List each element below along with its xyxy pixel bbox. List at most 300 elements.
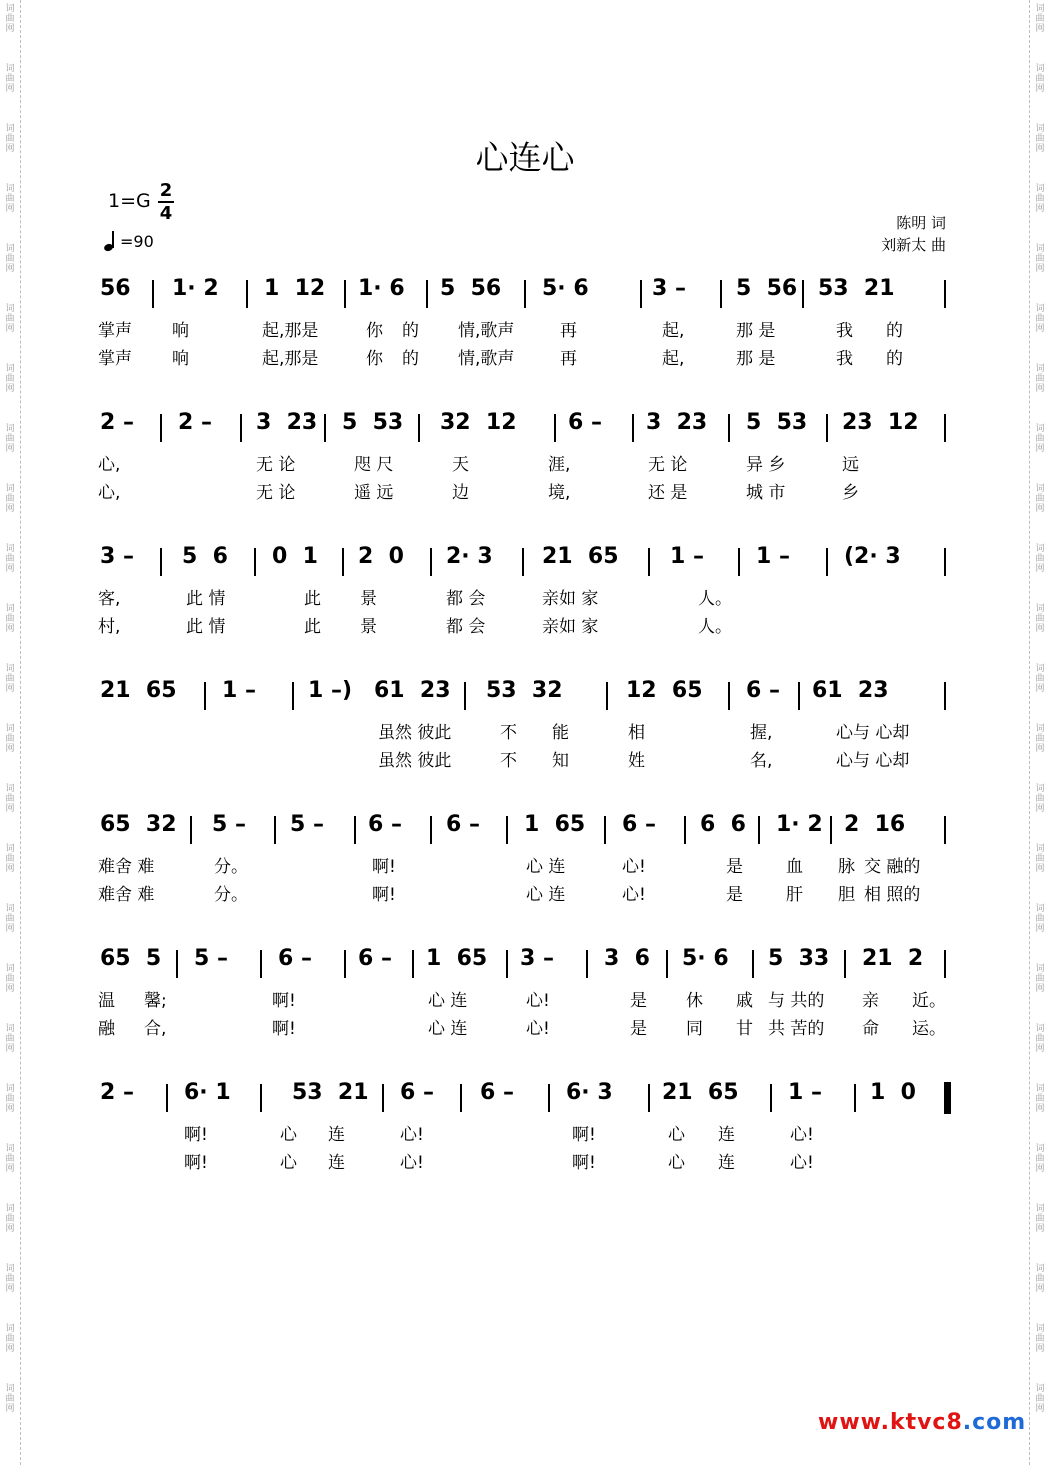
barline [826, 414, 828, 442]
barline [506, 950, 508, 978]
lyric-word: 心与 心却 [836, 723, 910, 743]
watermark-text: 词 曲 网 [1035, 364, 1045, 394]
lyric-word: 景 [360, 589, 377, 609]
lyric-word: 心 [668, 1125, 685, 1145]
watermark-text: 词 曲 网 [5, 184, 15, 214]
watermark-text: 词 曲 网 [5, 1144, 15, 1174]
lyric-word: 心! [400, 1125, 424, 1145]
barline [640, 280, 642, 308]
lyric-word: 啊! [572, 1125, 596, 1145]
barline [430, 548, 432, 576]
barline [274, 816, 276, 844]
measure-notes: 1 – [756, 544, 790, 569]
lyric-word: 还 是 [648, 483, 688, 503]
measure-notes: 1 –) [308, 678, 353, 703]
barline [254, 548, 256, 576]
measure-notes: 5 – [212, 812, 246, 837]
watermark-text: 词 曲 网 [1035, 664, 1045, 694]
site-logo-www: www. [818, 1410, 890, 1435]
lyrics-verse-2 [96, 1148, 956, 1176]
watermark-text: 词 曲 网 [1035, 1384, 1045, 1414]
barline [944, 548, 946, 576]
lyric-word: 啊! [184, 1153, 208, 1173]
watermark-text: 词 曲 网 [1035, 244, 1045, 274]
site-logo-name: ktvc8 [889, 1410, 963, 1435]
lyric-word: 无 论 [256, 483, 296, 503]
watermark-text: 词 曲 网 [1035, 424, 1045, 454]
lyric-word: 边 [452, 483, 469, 503]
score-system [96, 946, 956, 1042]
lyric-word: 异 乡 [746, 455, 786, 475]
measure-notes: 1 12 [264, 276, 326, 301]
measure-notes: 2 – [100, 410, 134, 435]
barline [632, 414, 634, 442]
lyric-word: 合, [144, 1019, 167, 1039]
lyrics-verse-1 [96, 852, 956, 880]
lyric-word: 肝 [786, 885, 803, 905]
lyric-word: 起, [662, 321, 685, 341]
lyric-word: 啊! [272, 1019, 296, 1039]
lyric-word: 相 [628, 723, 645, 743]
lyrics-verse-2 [96, 1014, 956, 1042]
barline [506, 816, 508, 844]
lyric-word: 啊! [184, 1125, 208, 1145]
measure-notes: 53 32 [486, 678, 563, 703]
measure-notes: 1 – [670, 544, 704, 569]
lyric-word: 握, [750, 723, 773, 743]
measure-notes: 6· 1 [184, 1080, 231, 1105]
lyric-word: 姓 [628, 751, 645, 771]
key-signature: 1=G [108, 190, 151, 212]
watermark-text: 词 曲 网 [1035, 64, 1045, 94]
lyric-word: 心 [668, 1153, 685, 1173]
barline [944, 280, 946, 308]
measure-notes: 2 – [100, 1080, 134, 1105]
watermark-text: 词 曲 网 [5, 604, 15, 634]
lyric-word: 啊! [272, 991, 296, 1011]
barline [344, 280, 346, 308]
score-system [96, 1080, 956, 1176]
watermark-text: 词 曲 网 [1035, 844, 1045, 874]
lyric-word: 分。 [214, 885, 248, 905]
lyric-word: 命 [862, 1019, 879, 1039]
lyric-word: 不 [500, 723, 517, 743]
lyric-word: 无 论 [648, 455, 688, 475]
notes-line [96, 812, 956, 852]
left-watermark-strip [0, 0, 21, 1465]
lyric-word: 相 照的 [864, 885, 921, 905]
lyric-word: 都 会 [446, 617, 486, 637]
lyricist-credit: 陈明 词 [896, 214, 946, 232]
barline [342, 548, 344, 576]
barline [728, 682, 730, 710]
lyric-word: 响 [172, 349, 189, 369]
watermark-text: 词 曲 网 [1035, 604, 1045, 634]
watermark-text: 词 曲 网 [1035, 1204, 1045, 1234]
barline [604, 816, 606, 844]
watermark-text: 词 曲 网 [1035, 4, 1045, 34]
watermark-text: 词 曲 网 [5, 1204, 15, 1234]
watermark-text: 词 曲 网 [1035, 124, 1045, 154]
measure-notes: 6 – [446, 812, 480, 837]
measure-notes: 23 12 [842, 410, 919, 435]
measure-notes: 1· 2 [172, 276, 219, 301]
lyric-word: 啊! [372, 857, 396, 877]
measure-notes: 6 – [358, 946, 392, 971]
time-signature-top: 2 [159, 180, 173, 201]
measure-notes: 5 53 [746, 410, 808, 435]
measure-notes: 3 – [100, 544, 134, 569]
lyric-word: 此 情 [186, 617, 226, 637]
measure-notes: 6 – [278, 946, 312, 971]
watermark-text: 词 曲 网 [1035, 184, 1045, 214]
barline [190, 816, 192, 844]
lyric-word: 远 [842, 455, 859, 475]
lyrics-verse-1 [96, 584, 956, 612]
measure-notes: 21 65 [662, 1080, 739, 1105]
watermark-text: 词 曲 网 [1035, 904, 1045, 934]
watermark-text: 词 曲 网 [5, 1264, 15, 1294]
barline [648, 548, 650, 576]
watermark-text: 词 曲 网 [5, 424, 15, 454]
barline [260, 1084, 262, 1112]
barline [354, 816, 356, 844]
barline [944, 682, 946, 710]
lyric-word: 心! [790, 1125, 814, 1145]
barline [166, 1084, 168, 1112]
barline [770, 1084, 772, 1112]
lyric-word: 的 [402, 321, 419, 341]
lyric-word: 响 [172, 321, 189, 341]
barline [412, 950, 414, 978]
lyric-word: 涯, [548, 455, 571, 475]
score-system [96, 812, 956, 908]
measure-notes: 0 1 [272, 544, 318, 569]
right-watermark-strip [1029, 0, 1050, 1465]
barline [522, 548, 524, 576]
watermark-text: 词 曲 网 [1035, 1024, 1045, 1054]
lyric-word: 能 [552, 723, 569, 743]
lyric-word: 心与 心却 [836, 751, 910, 771]
barline [826, 548, 828, 576]
measure-notes: 61 23 [374, 678, 451, 703]
lyric-word: 心! [622, 885, 646, 905]
barline [606, 682, 608, 710]
lyric-word: 天 [452, 455, 469, 475]
lyric-word: 情,歌声 [458, 349, 515, 369]
lyric-word: 连 [328, 1153, 345, 1173]
score-system [96, 678, 956, 774]
lyric-word: 是 [726, 857, 743, 877]
lyrics-verse-1 [96, 1120, 956, 1148]
barline [260, 950, 262, 978]
measure-notes: 1· 6 [358, 276, 405, 301]
watermark-text: 词 曲 网 [5, 544, 15, 574]
lyric-word: 亲 [862, 991, 879, 1011]
watermark-text: 词 曲 网 [1035, 1084, 1045, 1114]
lyric-word: 虽然 彼此 [378, 751, 452, 771]
lyric-word: 亲如 家 [542, 617, 599, 637]
composer-credit: 刘新太 曲 [881, 236, 946, 254]
site-logo [818, 1410, 1026, 1435]
lyrics-verse-1 [96, 986, 956, 1014]
lyric-word: 脉 [838, 857, 855, 877]
measure-notes: 5 53 [342, 410, 404, 435]
lyric-word: 虽然 彼此 [378, 723, 452, 743]
watermark-text: 词 曲 网 [1035, 304, 1045, 334]
barline [802, 280, 804, 308]
lyric-word: 难舍 难 [98, 885, 155, 905]
watermark-text: 词 曲 网 [1035, 784, 1045, 814]
barline [758, 816, 760, 844]
lyric-word: 亲如 家 [542, 589, 599, 609]
lyric-word: 心 [280, 1153, 297, 1173]
lyric-word: 同 [686, 1019, 703, 1039]
song-title: 心连心 [475, 138, 575, 177]
lyrics-verse-2 [96, 612, 956, 640]
measure-notes: 6 – [480, 1080, 514, 1105]
lyric-word: 连 [328, 1125, 345, 1145]
barline [246, 280, 248, 308]
measure-notes: 6 – [746, 678, 780, 703]
watermark-text: 词 曲 网 [5, 1324, 15, 1354]
watermark-text: 词 曲 网 [5, 964, 15, 994]
measure-notes: 5· 6 [542, 276, 589, 301]
lyric-word: 馨; [144, 991, 167, 1011]
barline [524, 280, 526, 308]
measure-notes: 6 – [568, 410, 602, 435]
measure-notes: 1 65 [426, 946, 488, 971]
lyric-word: 我 [836, 321, 853, 341]
lyrics-verse-2 [96, 344, 956, 372]
notes-line [96, 1080, 956, 1120]
measure-notes: 61 23 [812, 678, 889, 703]
measure-notes: 6 – [368, 812, 402, 837]
quarter-note-icon [104, 231, 116, 251]
barline [684, 816, 686, 844]
barline [426, 280, 428, 308]
watermark-text: 词 曲 网 [1035, 484, 1045, 514]
lyric-word: 客, [98, 589, 121, 609]
lyric-word: 此 [304, 589, 321, 609]
lyric-word: 遥 远 [354, 483, 394, 503]
measure-notes: (2· 3 [844, 544, 901, 569]
lyrics-verse-1 [96, 316, 956, 344]
watermark-text: 词 曲 网 [5, 844, 15, 874]
measure-notes: 1 65 [524, 812, 586, 837]
lyrics-verse-2 [96, 746, 956, 774]
lyric-word: 我 [836, 349, 853, 369]
measure-notes: 6· 3 [566, 1080, 613, 1105]
watermark-text: 词 曲 网 [5, 4, 15, 34]
measure-notes: 3 – [652, 276, 686, 301]
score-system [96, 544, 956, 640]
measure-notes: 6 – [622, 812, 656, 837]
watermark-text: 词 曲 网 [1035, 724, 1045, 754]
lyric-word: 再 [560, 321, 577, 341]
barline [292, 682, 294, 710]
measure-notes: 5· 6 [682, 946, 729, 971]
lyric-word: 咫 尺 [354, 455, 394, 475]
watermark-text: 词 曲 网 [5, 904, 15, 934]
notes-line [96, 678, 956, 718]
barline [666, 950, 668, 978]
watermark-text: 词 曲 网 [5, 64, 15, 94]
barline [160, 548, 162, 576]
barline [648, 1084, 650, 1112]
barline [548, 1084, 550, 1112]
lyric-word: 那 是 [736, 349, 776, 369]
lyric-word: 此 情 [186, 589, 226, 609]
watermark-text: 词 曲 网 [5, 484, 15, 514]
lyric-word: 那 是 [736, 321, 776, 341]
lyric-word: 起,那是 [262, 349, 319, 369]
measure-notes: 65 5 [100, 946, 162, 971]
lyric-word: 心! [790, 1153, 814, 1173]
lyric-word: 名, [750, 751, 773, 771]
barline [854, 1084, 856, 1112]
lyric-word: 心! [526, 991, 550, 1011]
lyric-word: 近。 [912, 991, 946, 1011]
measure-notes: 1 – [222, 678, 256, 703]
lyric-word: 分。 [214, 857, 248, 877]
watermark-text: 词 曲 网 [1035, 544, 1045, 574]
lyric-word: 交 融的 [864, 857, 921, 877]
barline [728, 414, 730, 442]
lyric-word: 啊! [372, 885, 396, 905]
measure-notes: 6 6 [700, 812, 746, 837]
lyric-word: 景 [360, 617, 377, 637]
lyric-word: 村, [98, 617, 121, 637]
barline [944, 816, 946, 844]
measure-notes: 5 6 [182, 544, 228, 569]
tempo-marking [104, 231, 154, 251]
measure-notes: 5 33 [768, 946, 830, 971]
lyric-word: 掌声 [98, 349, 132, 369]
measure-notes: 6 – [400, 1080, 434, 1105]
barline [418, 414, 420, 442]
lyric-word: 心 连 [526, 885, 566, 905]
watermark-text: 词 曲 网 [1035, 964, 1045, 994]
barline [204, 682, 206, 710]
lyric-word: 此 [304, 617, 321, 637]
watermark-text: 词 曲 网 [1035, 1324, 1045, 1354]
lyric-word: 胆 [838, 885, 855, 905]
score-system [96, 276, 956, 372]
watermark-text: 词 曲 网 [5, 1384, 15, 1414]
barline [720, 280, 722, 308]
lyric-word: 情,歌声 [458, 321, 515, 341]
lyrics-verse-2 [96, 478, 956, 506]
lyric-word: 无 论 [256, 455, 296, 475]
measure-notes: 53 21 [292, 1080, 369, 1105]
notes-line [96, 946, 956, 986]
watermark-text: 词 曲 网 [1035, 1264, 1045, 1294]
barline [738, 548, 740, 576]
lyric-word: 乡 [842, 483, 859, 503]
notes-line [96, 276, 956, 316]
measure-notes: 53 21 [818, 276, 895, 301]
barline [430, 816, 432, 844]
barline [382, 1084, 384, 1112]
measure-notes: 12 65 [626, 678, 703, 703]
barline [464, 682, 466, 710]
watermark-text: 词 曲 网 [5, 784, 15, 814]
lyric-word: 心! [622, 857, 646, 877]
barline [554, 414, 556, 442]
barline [344, 950, 346, 978]
lyric-word: 是 [726, 885, 743, 905]
measure-notes: 2 16 [844, 812, 906, 837]
lyric-word: 连 [718, 1153, 735, 1173]
lyric-word: 休 [686, 991, 703, 1011]
measure-notes: 5 56 [440, 276, 502, 301]
watermark-text: 词 曲 网 [5, 124, 15, 154]
watermark-text: 词 曲 网 [5, 364, 15, 394]
lyric-word: 运。 [912, 1019, 946, 1039]
lyric-word: 境, [548, 483, 571, 503]
lyric-word: 血 [786, 857, 803, 877]
barline [586, 950, 588, 978]
lyric-word: 心! [526, 1019, 550, 1039]
lyric-word: 心 连 [526, 857, 566, 877]
lyric-word: 都 会 [446, 589, 486, 609]
notes-line [96, 410, 956, 450]
lyric-word: 共 苦的 [768, 1019, 825, 1039]
barline [176, 950, 178, 978]
lyric-word: 心, [98, 455, 121, 475]
lyric-word: 甘 [736, 1019, 753, 1039]
lyric-word: 知 [552, 751, 569, 771]
lyric-word: 心 连 [428, 991, 468, 1011]
lyric-word: 掌声 [98, 321, 132, 341]
lyric-word: 连 [718, 1125, 735, 1145]
lyric-word: 戚 [736, 991, 753, 1011]
lyric-word: 你 [366, 321, 383, 341]
barline [240, 414, 242, 442]
final-barline [944, 1082, 951, 1114]
notes-line [96, 544, 956, 584]
barline [160, 414, 162, 442]
measure-notes: 21 65 [100, 678, 177, 703]
time-signature-bottom: 4 [159, 203, 173, 224]
measure-notes: 2 – [178, 410, 212, 435]
lyric-word: 心 [280, 1125, 297, 1145]
watermark-text: 词 曲 网 [1035, 1144, 1045, 1174]
measure-notes: 1· 2 [776, 812, 823, 837]
measure-notes: 3 23 [256, 410, 318, 435]
lyrics-verse-1 [96, 450, 956, 478]
lyric-word: 人。 [698, 617, 732, 637]
watermark-text: 词 曲 网 [5, 1024, 15, 1054]
measure-notes: 65 32 [100, 812, 177, 837]
barline [830, 816, 832, 844]
lyric-word: 的 [402, 349, 419, 369]
measure-notes: 21 65 [542, 544, 619, 569]
measure-notes: 1 – [788, 1080, 822, 1105]
barline [944, 950, 946, 978]
watermark-text: 词 曲 网 [5, 304, 15, 334]
lyric-word: 再 [560, 349, 577, 369]
lyric-word: 与 共的 [768, 991, 825, 1011]
barline [752, 950, 754, 978]
measure-notes: 21 2 [862, 946, 924, 971]
lyric-word: 的 [886, 349, 903, 369]
barline [944, 414, 946, 442]
lyric-word: 温 [98, 991, 115, 1011]
measure-notes: 32 12 [440, 410, 517, 435]
watermark-text: 词 曲 网 [5, 724, 15, 754]
